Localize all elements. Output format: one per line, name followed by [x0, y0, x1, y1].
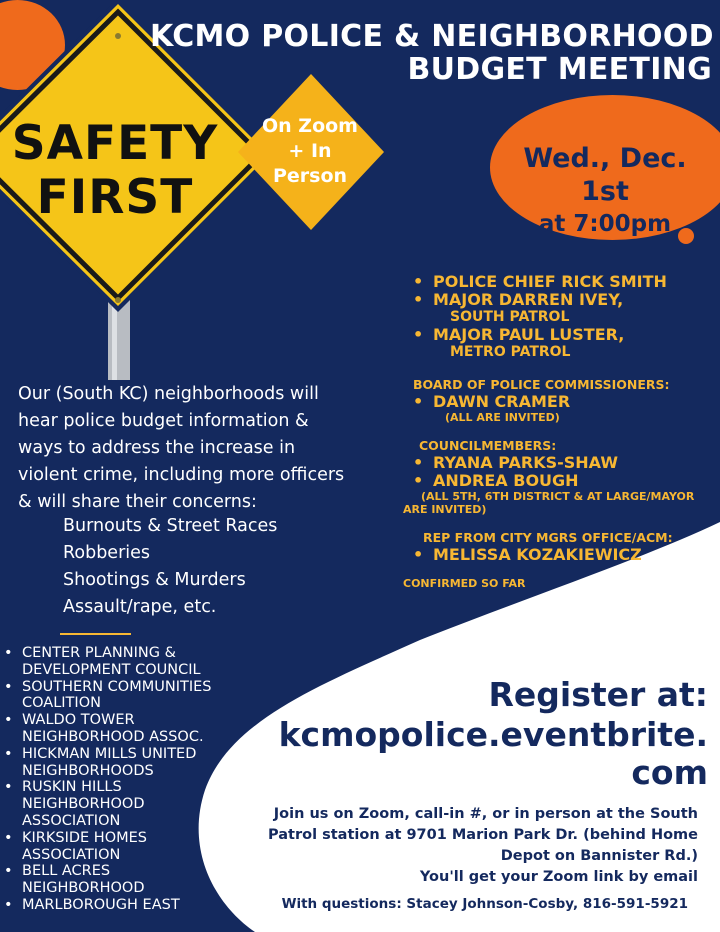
council-heading: COUNCILMEMBERS:	[419, 438, 557, 453]
speaker-item: • POLICE CHIEF RICK SMITH	[413, 272, 667, 291]
divider	[60, 633, 131, 635]
concerns-list	[63, 513, 277, 621]
speaker-item: • MAJOR DARREN IVEY,	[413, 290, 624, 309]
council-note: (ALL 5TH, 6TH DISTRICT & AT LARGE/MAYOR	[421, 490, 695, 503]
concern-item: Shootings & Murders	[63, 570, 246, 590]
organization-item: • HICKMAN MILLS UNITED NEIGHBORHOODS	[4, 746, 244, 780]
intro-paragraph: Our (South KC) neighborhoods will hear police budget information & ways to address the increase in violent crime, including more officers & will share their concerns:	[18, 384, 345, 512]
register-label: Register at:	[488, 675, 708, 714]
zoom-badge: On Zoom + In Person	[262, 115, 358, 187]
speaker-item: • MELISSA KOZAKIEWICZ	[413, 545, 642, 564]
city-heading: REP FROM CITY MGRS OFFICE/ACM:	[423, 530, 673, 545]
speaker-subtitle: SOUTH PATROL	[450, 309, 570, 325]
organization-item: • BELL ACRES NEIGHBORHOOD	[4, 863, 244, 897]
concern-item: Assault/rape, etc.	[63, 597, 217, 617]
concern-item: Burnouts & Street Races	[63, 516, 278, 536]
speaker-subtitle: METRO PATROL	[450, 344, 571, 360]
speaker-item: • DAWN CRAMER	[413, 392, 571, 411]
council-note: ARE INVITED)	[403, 503, 487, 516]
speakers-list	[403, 272, 713, 590]
register-url-link-end[interactable]: com	[631, 753, 708, 792]
organization-item: • RUSKIN HILLS NEIGHBORHOOD ASSOCIATION	[4, 779, 244, 829]
organization-item: • MARLBOROUGH EAST	[4, 897, 244, 914]
speaker-item: • ANDREA BOUGH	[413, 471, 579, 490]
organization-item: • WALDO TOWER NEIGHBORHOOD ASSOC.	[4, 712, 244, 746]
speaker-item: • RYANA PARKS-SHAW	[413, 453, 618, 472]
organization-item: • SOUTHERN COMMUNITIES COALITION	[4, 679, 244, 713]
concern-item: Robberies	[63, 543, 151, 563]
board-note: (ALL ARE INVITED)	[445, 411, 560, 424]
questions-contact: With questions: Stacey Johnson-Cosby, 816-591-5921	[281, 896, 688, 912]
organization-item: • CENTER PLANNING & DEVELOPMENT COUNCIL	[4, 645, 244, 679]
confirmed-note: CONFIRMED SO FAR	[403, 577, 526, 590]
safety-first-text: SAFETY FIRST	[11, 116, 219, 225]
speaker-item: • MAJOR PAUL LUSTER,	[413, 325, 625, 344]
organization-item: • KIRKSIDE HOMES ASSOCIATION	[4, 830, 244, 864]
register-block	[270, 675, 708, 792]
event-date: Wed., Dec. 1st at 7:00pm	[523, 143, 687, 237]
board-heading: BOARD OF POLICE COMMISSIONERS:	[413, 377, 670, 392]
page-title: KCMO POLICE & NEIGHBORHOOD BUDGET MEETING	[150, 19, 714, 87]
register-url-link[interactable]: kcmopolice.eventbrite.	[278, 715, 708, 754]
join-info: Join us on Zoom, call-in #, or in person at the South Patrol station at 9701 Marion Park Dr. (behind Home Depot on Bannister Rd.) You'll get your Zoom link by email	[268, 806, 698, 885]
